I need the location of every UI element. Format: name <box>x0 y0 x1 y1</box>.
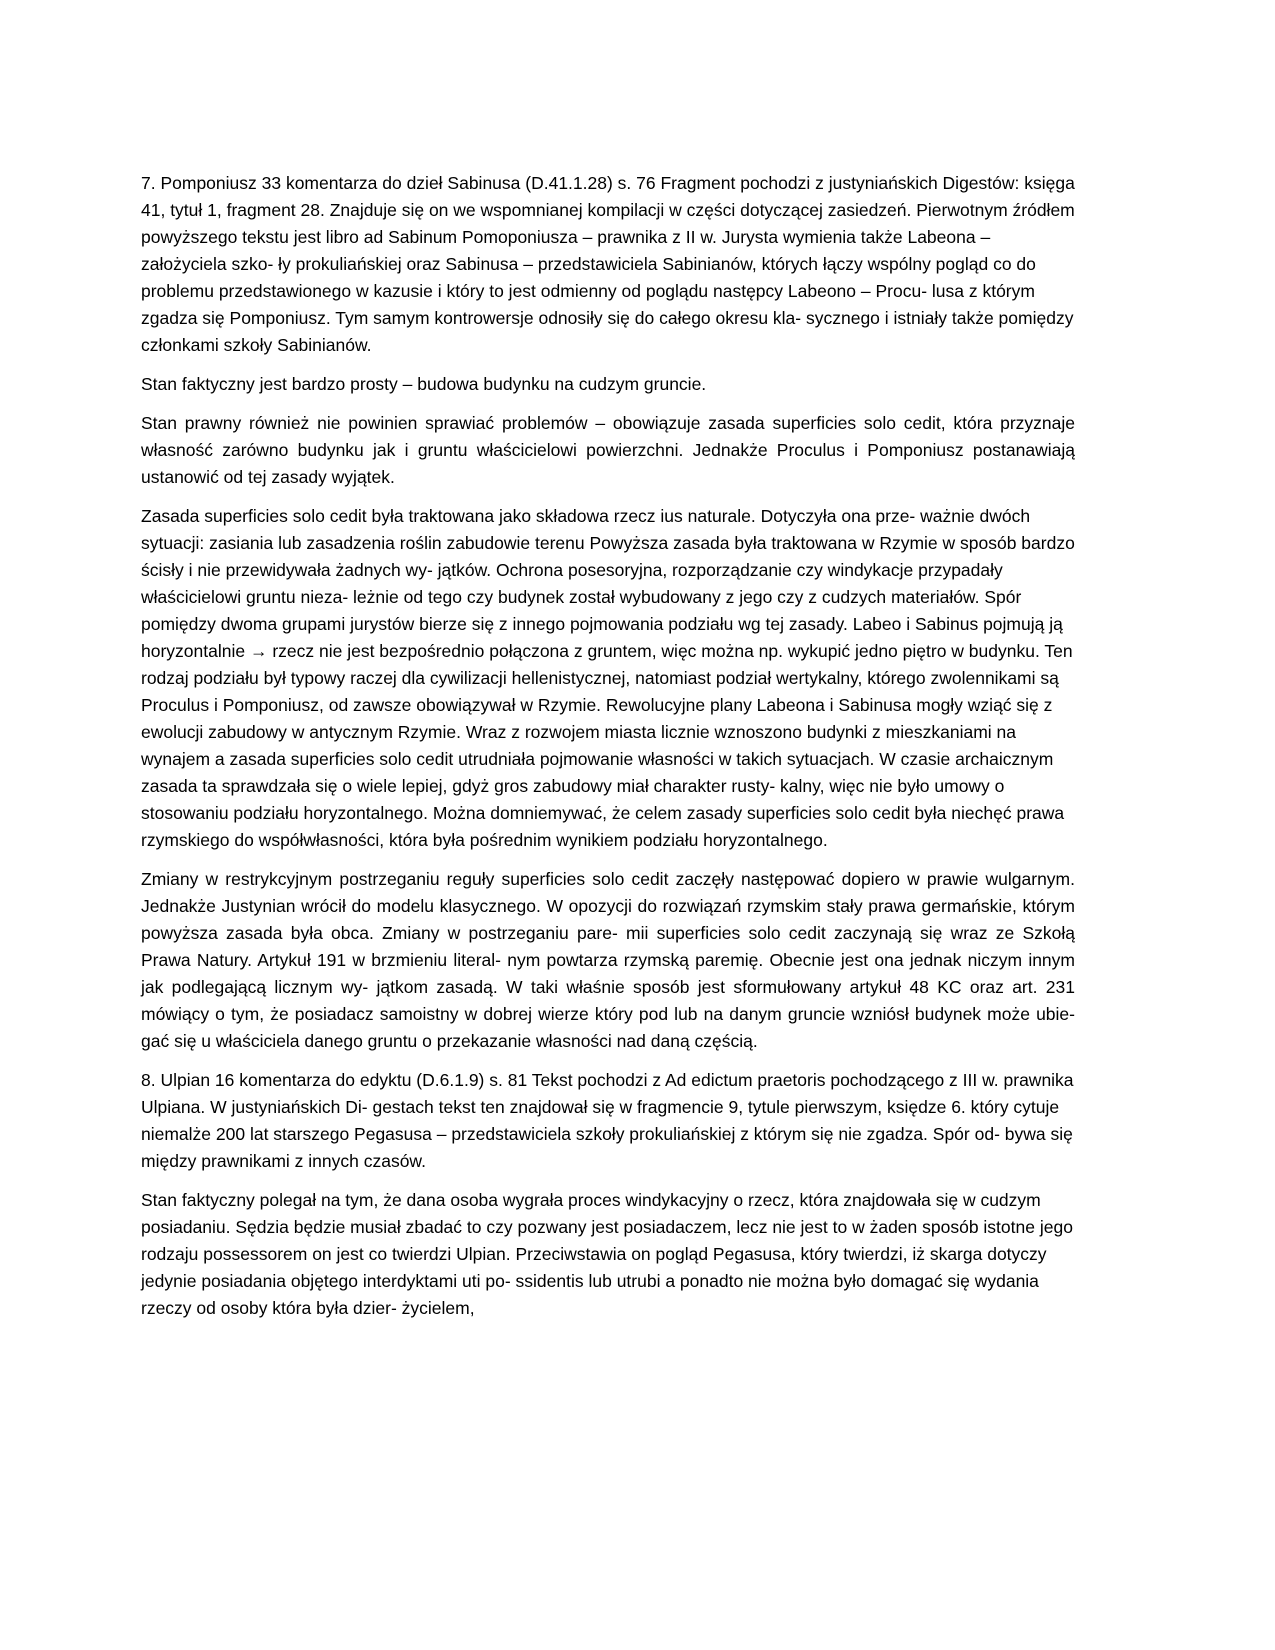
paragraph-pomponiusz-d41-1-28: 7. Pomponiusz 33 komentarza do dzieł Sabinusa (D.41.1.28) s. 76 Fragment pochodzi z justyniańskich Digestów: księga 41, tytuł 1, fragment 28. Znajduje się on we wspomnianej kompilacji w części dotyczącej zasiedzeń. Pierwotnym źródłem powyższego tekstu jest libro ad Sabinum Pomoponiusza – prawnika z II w. Jurysta wymienia także Labeona – założyciela szko- ły prokuliańskiej oraz Sabinusa – przedstawiciela Sabinianów, których łączy wspólny pogląd co do problemu przedstawionego w kazusie i który to jest odmienny od poglądu następcy Labeono – Procu- lusa z którym zgadza się Pomponiusz. Tym samym kontrowersje odnosiły się do całego okresu kla- sycznego i istniały także pomiędzy członkami szkoły Sabinianów. <box>141 173 1075 355</box>
paragraph-stan-faktyczny-budowa: Stan faktyczny jest bardzo prosty – budowa budynku na cudzym gruncie. <box>141 374 707 394</box>
document-text-block <box>141 170 1075 1334</box>
paragraph-zasada-superficies-analiza: Zasada superficies solo cedit była traktowana jako składowa rzecz ius naturale. Dotyczyła ona prze- ważnie dwóch sytuacji: zasiania lub zasadzenia roślin zabudowie terenu Powyższa zasada była traktowana w Rzymie w sposób bardzo ścisły i nie przewidywała żadnych wy- jątków. Ochrona posesoryjna, rozporządzanie czy windykacje przypadały właścicielowi gruntu nieza- leżnie od tego czy budynek został wybudowany z jego czy z cudzych materiałów. Spór pomiędzy dwoma grupami jurystów bierze się z innego pojmowania podziału wg tej zasady. Labeo i Sabinus pojmują ją horyzontalnie → rzecz nie jest bezpośrednio połączona z gruntem, więc można np. wykupić jedno piętro w budynku. Ten rodzaj podziału był typowy raczej dla cywilizacji hellenistycznej, natomiast podział wertykalny, którego zwolennikami są Proculus i Pomponiusz, od zawsze obowiązywał w Rzymie. Rewolucyjne plany Labeona i Sabinusa mogły wziąć się z ewolucji zabudowy w antycznym Rzymie. Wraz z rozwojem miasta licznie wznoszono budynki z mieszkaniami na wynajem a zasada superficies solo cedit utrudniała pojmowanie własności w takich sytuacjach. W czasie archaicznym zasada ta sprawdzała się o wiele lepiej, gdyż gros zabudowy miał charakter rusty- kalny, więc nie było umowy o stosowaniu podziału horyzontalnego. Można domniemywać, że celem zasady superficies solo cedit była niechęć prawa rzymskiego do współwłasności, która była pośrednim wynikiem podziału horyzontalnego. <box>141 506 1075 850</box>
paragraph-ulpian-d6-1-9: 8. Ulpian 16 komentarza do edyktu (D.6.1.9) s. 81 Tekst pochodzi z Ad edictum praetoris pochodzącego z III w. prawnika Ulpiana. W justyniańskich Di- gestach tekst ten znajdował się w fragmencie 9, tytule pierwszym, księdze 6. który cytuje niemalże 200 lat starszego Pegasusa – przedstawiciela szkoły prokuliańskiej z którym się nie zgadza. Spór od- bywa się między prawnikami z innych czasów. <box>141 1070 1074 1171</box>
paragraph-stan-faktyczny-windykacja: Stan faktyczny polegał na tym, że dana osoba wygrała proces windykacyjny o rzecz, która znajdowała się w cudzym posiadaniu. Sędzia będzie musiał zbadać to czy pozwany jest posiadaczem, lecz nie jest to w żaden sposób istotne jego rodzaju possessorem on jest co twierdzi Ulpian. Przeciwstawia on pogląd Pegasusa, który twierdzi, iż skarga dotyczy jedynie posiadania objętego interdyktami uti po- ssidentis lub utrubi a ponadto nie można było domagać się wydania rzeczy od osoby która była dzier- życielem, <box>141 1190 1073 1318</box>
paragraph-stan-prawny-superficies: Stan prawny również nie powinien sprawiać problemów – obowiązuje zasada superficies solo cedit, która przyznaje własność zarówno budynku jak i gruntu właścicielowi powierzchni. Jednakże Proculus i Pomponiusz postanawiają ustanowić od tej zasady wyjątek. <box>141 413 1075 487</box>
paragraph-zmiany-postrzeganie-reguly: Zmiany w restrykcyjnym postrzeganiu reguły superficies solo cedit zaczęły następować dopiero w prawie wulgarnym. Jednakże Justynian wrócił do modelu klasycznego. W opozycji do rozwiązań rzymskim stały prawa germańskie, którym powyższa zasada była obca. Zmiany w postrzeganiu pare- mii superficies solo cedit zaczynają się wraz ze Szkołą Prawa Natury. Artykuł 191 w brzmieniu literal- nym powtarza rzymską paremię. Obecnie jest ona jednak niczym innym jak podlegającą licznym wy- jątkom zasadą. W taki właśnie sposób jest sformułowany artykuł 48 KC oraz art. 231 mówiący o tym, że posiadacz samoistny w dobrej wierze który pod lub na danym gruncie wzniósł budynek może ubie- gać się u właściciela danego gruntu o przekazanie własności nad daną częścią. <box>141 869 1075 1051</box>
